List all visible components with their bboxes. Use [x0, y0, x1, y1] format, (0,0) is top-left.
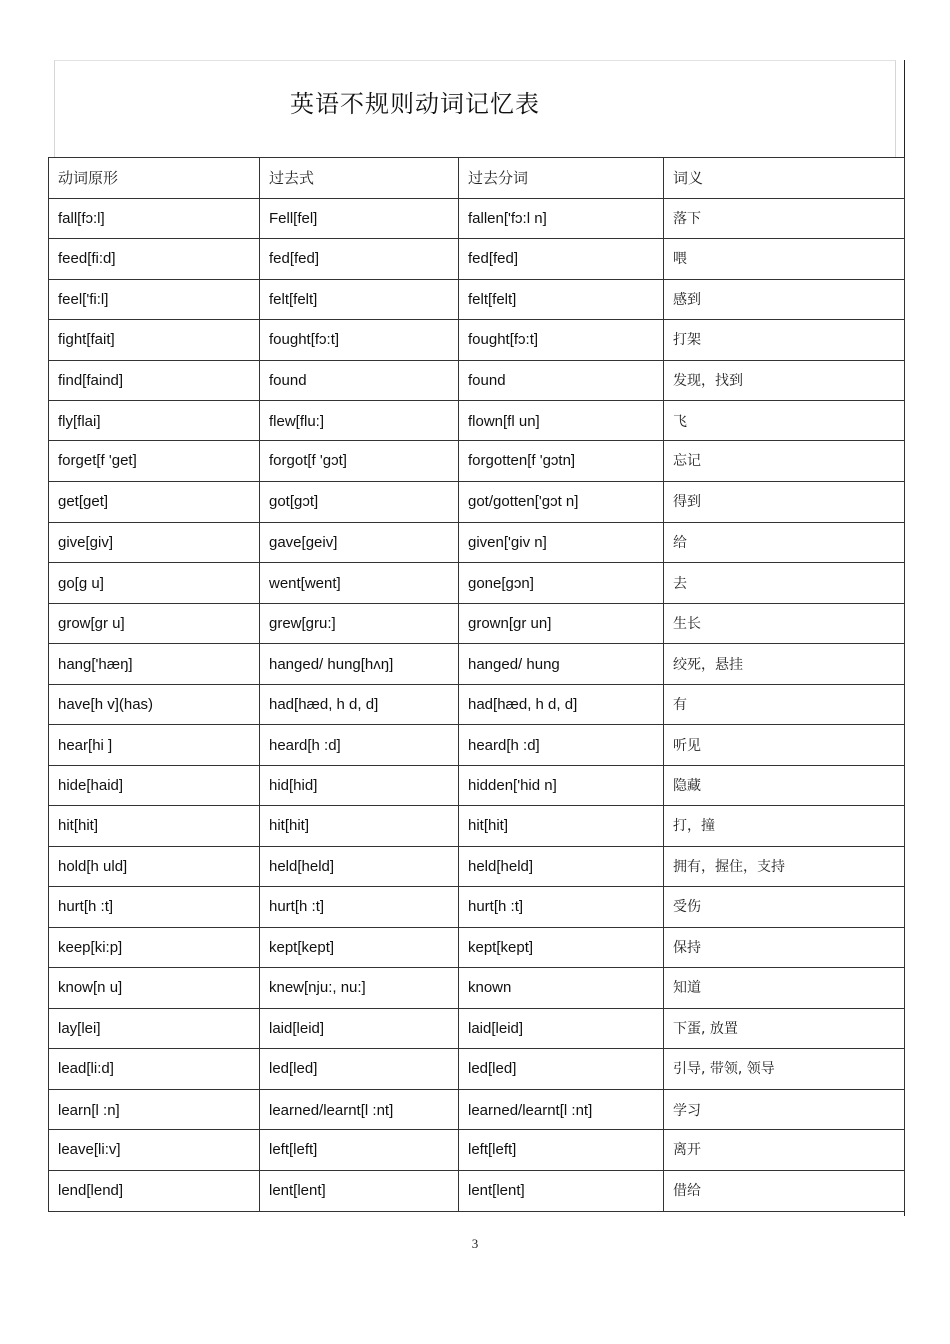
cell-past-participle: held[held]: [459, 847, 664, 887]
cell-past-participle: hit[hit]: [459, 806, 664, 847]
cell-past-tense: got[ɡɔt]: [260, 482, 459, 523]
cell-meaning: 飞: [664, 401, 905, 441]
table-row: [49, 1130, 905, 1171]
cell-past-participle: found: [459, 361, 664, 401]
cell-meaning: 喂: [664, 239, 905, 280]
cell-meaning: 落下: [664, 199, 905, 239]
cell-past-participle: felt[felt]: [459, 280, 664, 320]
cell-base-form: lead[li:d]: [49, 1049, 260, 1090]
cell-base-form: fall[fɔ:l]: [49, 199, 260, 239]
cell-meaning: 感到: [664, 280, 905, 320]
cell-past-tense: had[hæd, h d, d]: [260, 685, 459, 725]
cell-past-tense: felt[felt]: [260, 280, 459, 320]
cell-base-form: hurt[h :t]: [49, 887, 260, 928]
cell-past-tense: hid[hid]: [260, 766, 459, 806]
table-row: [49, 887, 905, 928]
table-row: [49, 401, 905, 441]
cell-past-participle: kept[kept]: [459, 928, 664, 968]
cell-past-participle: fought[fɔ:t]: [459, 320, 664, 361]
cell-past-tense: held[held]: [260, 847, 459, 887]
cell-past-participle: known: [459, 968, 664, 1009]
cell-past-participle: had[hæd, h d, d]: [459, 685, 664, 725]
cell-base-form: learn[l :n]: [49, 1090, 260, 1130]
table-row: [49, 563, 905, 604]
header-meaning: 词义: [664, 158, 905, 199]
cell-base-form: hide[haid]: [49, 766, 260, 806]
cell-base-form: know[n u]: [49, 968, 260, 1009]
table-row: [49, 320, 905, 361]
cell-past-participle: hurt[h :t]: [459, 887, 664, 928]
cell-past-tense: gave[ɡeiv]: [260, 523, 459, 563]
cell-meaning: 知道: [664, 968, 905, 1009]
cell-base-form: find[faind]: [49, 361, 260, 401]
cell-meaning: 生长: [664, 604, 905, 644]
cell-meaning: 学习: [664, 1090, 905, 1130]
table-row: [49, 1049, 905, 1090]
header-past-tense: 过去式: [260, 158, 459, 199]
table-row: [49, 685, 905, 725]
cell-past-tense: hit[hit]: [260, 806, 459, 847]
cell-past-tense: left[left]: [260, 1130, 459, 1171]
cell-past-tense: laid[leid]: [260, 1009, 459, 1049]
cell-meaning: 引导, 带领, 领导: [664, 1049, 905, 1090]
cell-past-tense: lent[lent]: [260, 1171, 459, 1212]
table-row: [49, 644, 905, 685]
cell-meaning: 忘记: [664, 441, 905, 482]
cell-meaning: 离开: [664, 1130, 905, 1171]
cell-past-participle: gone[ɡɔn]: [459, 563, 664, 604]
cell-past-tense: forgot[f 'ɡɔt]: [260, 441, 459, 482]
cell-base-form: feed[fi:d]: [49, 239, 260, 280]
cell-past-participle: led[led]: [459, 1049, 664, 1090]
cell-past-participle: fed[fed]: [459, 239, 664, 280]
cell-past-participle: flown[fl un]: [459, 401, 664, 441]
table-row: [49, 968, 905, 1009]
cell-base-form: grow[ɡr u]: [49, 604, 260, 644]
cell-meaning: 得到: [664, 482, 905, 523]
cell-past-tense: learned/learnt[l :nt]: [260, 1090, 459, 1130]
cell-base-form: lay[lei]: [49, 1009, 260, 1049]
cell-past-participle: heard[h :d]: [459, 725, 664, 766]
table-row: [49, 806, 905, 847]
table-row: [49, 199, 905, 239]
page-title: 英语不规则动词记忆表: [290, 90, 540, 118]
cell-past-participle: grown[ɡr un]: [459, 604, 664, 644]
cell-past-participle: hanged/ hung: [459, 644, 664, 685]
cell-past-participle: laid[leid]: [459, 1009, 664, 1049]
table-row: [49, 482, 905, 523]
table-row: [49, 766, 905, 806]
cell-meaning: 打，撞: [664, 806, 905, 847]
irregular-verb-table: [48, 157, 905, 1212]
cell-past-participle: learned/learnt[l :nt]: [459, 1090, 664, 1130]
cell-base-form: have[h v](has): [49, 685, 260, 725]
cell-base-form: hear[hi ]: [49, 725, 260, 766]
cell-base-form: fly[flai]: [49, 401, 260, 441]
table-row: [49, 361, 905, 401]
cell-past-participle: forgotten[f 'ɡɔtn]: [459, 441, 664, 482]
table-row: [49, 604, 905, 644]
cell-meaning: 给: [664, 523, 905, 563]
cell-base-form: lend[lend]: [49, 1171, 260, 1212]
header-base-form: 动词原形: [49, 158, 260, 199]
cell-past-tense: knew[nju:, nu:]: [260, 968, 459, 1009]
table-row: [49, 1009, 905, 1049]
cell-base-form: go[ɡ u]: [49, 563, 260, 604]
table-row: [49, 1090, 905, 1130]
cell-past-tense: led[led]: [260, 1049, 459, 1090]
cell-past-participle: lent[lent]: [459, 1171, 664, 1212]
cell-past-tense: fed[fed]: [260, 239, 459, 280]
cell-base-form: give[ɡiv]: [49, 523, 260, 563]
table-row: [49, 1171, 905, 1212]
cell-past-tense: grew[ɡru:]: [260, 604, 459, 644]
cell-past-tense: hurt[h :t]: [260, 887, 459, 928]
table-row: [49, 441, 905, 482]
cell-meaning: 拥有，握住，支持: [664, 847, 905, 887]
cell-meaning: 发现，找到: [664, 361, 905, 401]
table-row: [49, 928, 905, 968]
cell-past-tense: flew[flu:]: [260, 401, 459, 441]
cell-meaning: 听见: [664, 725, 905, 766]
table-row: [49, 847, 905, 887]
cell-base-form: forget[f 'ɡet]: [49, 441, 260, 482]
cell-meaning: 受伤: [664, 887, 905, 928]
cell-meaning: 下蛋, 放置: [664, 1009, 905, 1049]
cell-past-participle: fallen['fɔ:l n]: [459, 199, 664, 239]
cell-base-form: hang['hæŋ]: [49, 644, 260, 685]
cell-past-participle: given['ɡiv n]: [459, 523, 664, 563]
cell-past-participle: left[left]: [459, 1130, 664, 1171]
cell-meaning: 绞死，悬挂: [664, 644, 905, 685]
cell-past-tense: fought[fɔ:t]: [260, 320, 459, 361]
cell-past-participle: hidden['hid n]: [459, 766, 664, 806]
cell-past-tense: heard[h :d]: [260, 725, 459, 766]
cell-past-tense: found: [260, 361, 459, 401]
cell-base-form: get[ɡet]: [49, 482, 260, 523]
cell-base-form: fight[fait]: [49, 320, 260, 361]
cell-past-tense: went[went]: [260, 563, 459, 604]
header-past-participle: 过去分词: [459, 158, 664, 199]
cell-meaning: 保持: [664, 928, 905, 968]
cell-past-participle: got/gotten['ɡɔt n]: [459, 482, 664, 523]
cell-past-tense: hanged/ hung[hʌŋ]: [260, 644, 459, 685]
cell-past-tense: Fell[fel]: [260, 199, 459, 239]
table-row: [49, 523, 905, 563]
cell-meaning: 隐藏: [664, 766, 905, 806]
cell-base-form: leave[li:v]: [49, 1130, 260, 1171]
cell-base-form: keep[ki:p]: [49, 928, 260, 968]
cell-meaning: 打架: [664, 320, 905, 361]
table-row: [49, 725, 905, 766]
table-header-row: [49, 158, 905, 199]
cell-meaning: 有: [664, 685, 905, 725]
cell-past-tense: kept[kept]: [260, 928, 459, 968]
cell-base-form: hit[hit]: [49, 806, 260, 847]
table-row: [49, 239, 905, 280]
page-number: 3: [471, 1236, 479, 1251]
cell-base-form: feel['fi:l]: [49, 280, 260, 320]
table-row: [49, 280, 905, 320]
cell-meaning: 去: [664, 563, 905, 604]
cell-meaning: 借给: [664, 1171, 905, 1212]
cell-base-form: hold[h uld]: [49, 847, 260, 887]
